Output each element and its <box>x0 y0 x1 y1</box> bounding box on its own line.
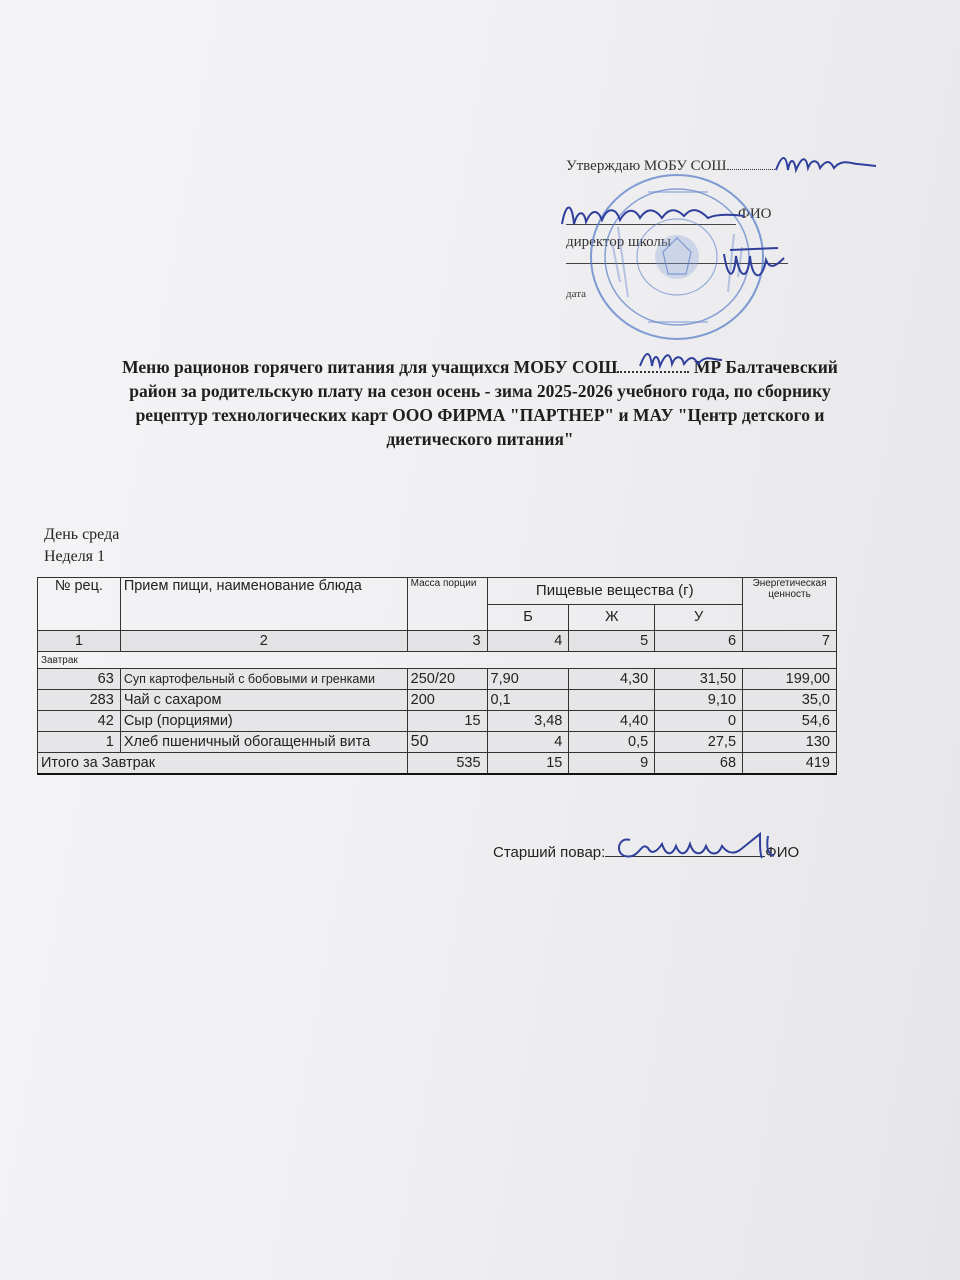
approve-school-signature <box>772 150 882 180</box>
week-label: Неделя 1 <box>44 548 106 565</box>
table-row <box>38 711 837 732</box>
total-carbs: 68 <box>655 753 743 775</box>
table-row <box>38 669 837 690</box>
energy: 199,00 <box>743 669 837 690</box>
table-row <box>38 732 837 753</box>
total-fat: 9 <box>569 753 655 775</box>
protein: 0,1 <box>487 690 569 711</box>
day-label: День среда <box>44 526 120 543</box>
total-protein: 15 <box>487 753 569 775</box>
total-mass: 535 <box>407 753 487 775</box>
header-rec-no: № рец. <box>38 578 121 631</box>
column-index-row <box>38 631 837 652</box>
fat: 4,30 <box>569 669 655 690</box>
portion-mass: 50 <box>407 732 487 753</box>
dish-name: Суп картофельный с бобовыми и гренками <box>120 669 407 690</box>
header-meal-name: Прием пищи, наименование блюда <box>120 578 407 631</box>
header-zh: Ж <box>569 604 655 631</box>
col-index: 4 <box>487 631 569 652</box>
title-line-1b: МР Балтачевский <box>693 357 838 377</box>
protein: 3,48 <box>487 711 569 732</box>
portion-mass: 250/20 <box>407 669 487 690</box>
fio-label: ФИО <box>738 206 772 222</box>
energy: 35,0 <box>743 690 837 711</box>
carbs: 27,5 <box>655 732 743 753</box>
dish-name: Хлеб пшеничный обогащенный вита <box>120 732 407 753</box>
cook-signature <box>610 826 790 866</box>
header-nutrients: Пищевые вещества (г) <box>487 578 742 605</box>
title-line-2: район за родительскую плату на сезон осень - зима 2025-2026 учебного года, по сборнику <box>129 381 831 401</box>
carbs: 0 <box>655 711 743 732</box>
director-signature <box>558 196 748 236</box>
position-label: директор школы <box>566 234 788 264</box>
title-line-3: рецептур технологических карт ООО ФИРМА "ПАРТНЕР" и МАУ "Центр детского и <box>135 405 825 425</box>
header-portion: Масса порции <box>407 578 487 631</box>
header-b: Б <box>487 604 569 631</box>
col-index: 2 <box>120 631 407 652</box>
fat: 4,40 <box>569 711 655 732</box>
col-index: 6 <box>655 631 743 652</box>
fat: 0,5 <box>569 732 655 753</box>
title-line-4: диетического питания" <box>386 429 574 449</box>
document-title <box>60 355 900 451</box>
carbs: 9,10 <box>655 690 743 711</box>
dish-name: Сыр (порциями) <box>120 711 407 732</box>
fat <box>569 690 655 711</box>
menu-table <box>37 577 837 775</box>
protein: 7,90 <box>487 669 569 690</box>
rec-no: 42 <box>38 711 121 732</box>
protein: 4 <box>487 732 569 753</box>
cook-fio-label: ФИО <box>765 844 800 861</box>
cook-label: Старший повар: <box>493 844 606 861</box>
col-index: 7 <box>743 631 837 652</box>
total-row <box>38 753 837 775</box>
energy: 54,6 <box>743 711 837 732</box>
portion-mass: 200 <box>407 690 487 711</box>
rec-no: 63 <box>38 669 121 690</box>
header-row <box>38 578 837 605</box>
director-initials-signature <box>718 240 788 290</box>
energy: 130 <box>743 732 837 753</box>
title-school-signature <box>636 346 726 374</box>
title-line-1 <box>60 355 900 379</box>
col-index: 5 <box>569 631 655 652</box>
meal-row <box>38 652 837 669</box>
table-row <box>38 690 837 711</box>
rec-no: 1 <box>38 732 121 753</box>
col-index: 1 <box>38 631 121 652</box>
dish-name: Чай с сахаром <box>120 690 407 711</box>
header-u: У <box>655 604 743 631</box>
carbs: 31,50 <box>655 669 743 690</box>
total-label: Итого за Завтрак <box>38 753 408 775</box>
meal-label: Завтрак <box>38 652 837 669</box>
header-energy: Энергетическая ценность <box>743 578 837 631</box>
col-index: 3 <box>407 631 487 652</box>
title-line-1a: Меню рационов горячего питания для учащихся МОБУ СОШ <box>122 357 618 377</box>
day-week-block <box>44 524 119 568</box>
portion-mass: 15 <box>407 711 487 732</box>
total-energy: 419 <box>743 753 837 775</box>
approve-text: Утверждаю МОБУ СОШ <box>566 158 727 174</box>
rec-no: 283 <box>38 690 121 711</box>
date-label: дата <box>566 288 587 300</box>
